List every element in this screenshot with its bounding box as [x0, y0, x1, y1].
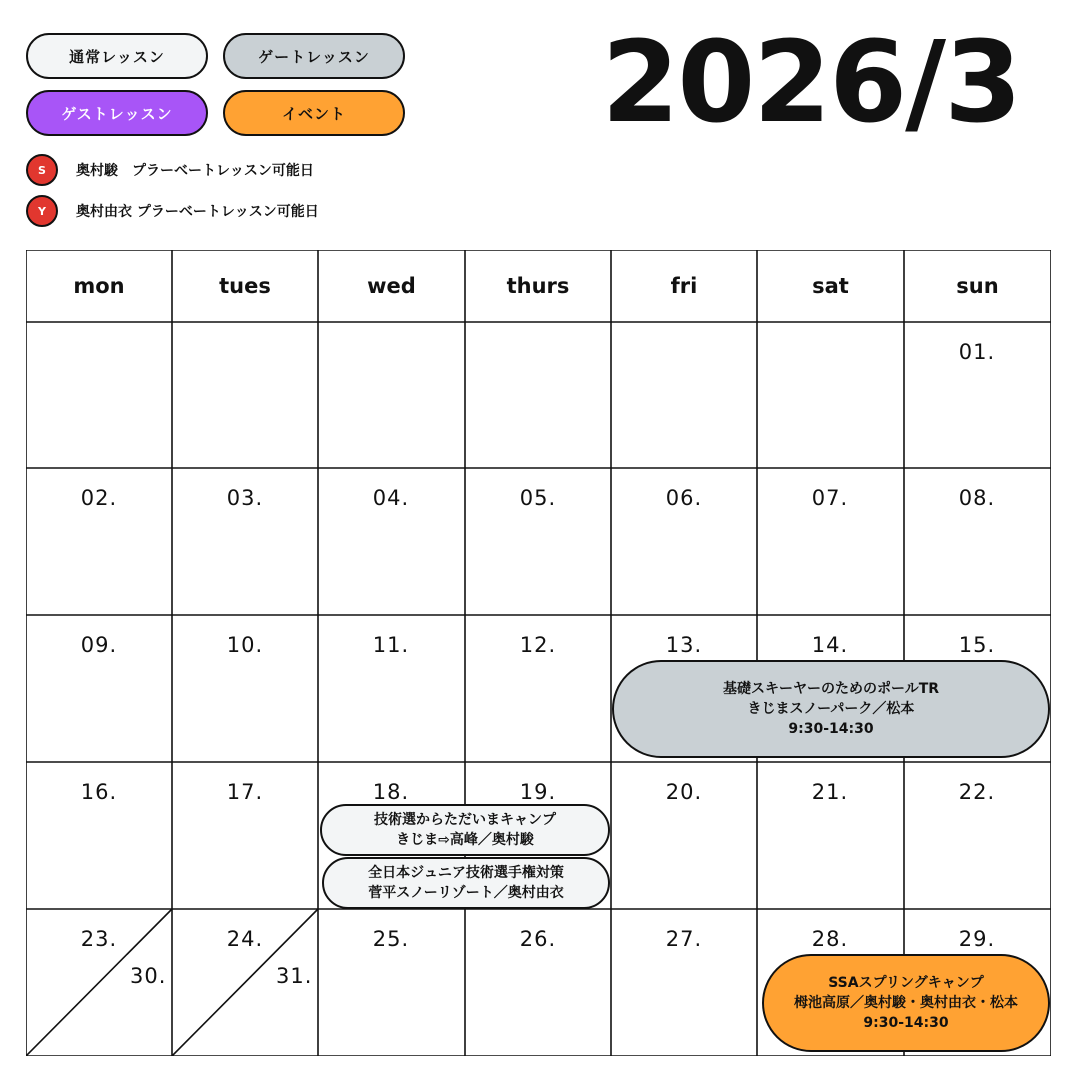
day-number: 24.	[226, 927, 264, 951]
day-number: 13.	[665, 633, 703, 657]
day-number: 03.	[226, 486, 264, 510]
event-return-camp[interactable]	[320, 804, 610, 856]
calendar-grid	[26, 250, 1051, 1056]
day-number: 14.	[811, 633, 849, 657]
day-number: 20.	[665, 780, 703, 804]
day-number: 26.	[519, 927, 557, 951]
event-junior-prep[interactable]	[322, 857, 610, 909]
event-line: きじま⇨高峰／奥村駿	[396, 832, 534, 848]
legend-event: イベント	[223, 90, 405, 136]
day-number-split: 30.	[130, 964, 167, 988]
event-line: 9:30-14:30	[863, 1015, 949, 1031]
badge-y: Y	[26, 195, 58, 227]
event-ssa-spring-camp[interactable]	[762, 954, 1050, 1052]
legend-private-shun	[26, 154, 314, 186]
day-number: 08.	[958, 486, 996, 510]
day-number: 01.	[958, 340, 996, 364]
day-number: 15.	[958, 633, 996, 657]
day-number: 09.	[80, 633, 118, 657]
day-number: 11.	[372, 633, 410, 657]
event-pole-training[interactable]	[612, 660, 1050, 758]
day-number: 19.	[519, 780, 557, 804]
legend-private-yui-text: 奥村由衣 プラーベートレッスン可能日	[76, 204, 319, 220]
weekday-header-tues: tues	[219, 274, 271, 298]
legend-private-shun-text: 奥村駿 プラーベートレッスン可能日	[76, 163, 314, 179]
event-line: 栂池高原／奥村駿・奥村由衣・松本	[794, 995, 1018, 1011]
event-line: 9:30-14:30	[788, 721, 874, 737]
weekday-header-sat: sat	[812, 274, 849, 298]
event-line: 技術選からただいまキャンプ	[374, 812, 556, 828]
day-number: 07.	[811, 486, 849, 510]
day-number: 04.	[372, 486, 410, 510]
weekday-header-wed: wed	[367, 274, 416, 298]
day-number: 17.	[226, 780, 264, 804]
legend-private-yui	[26, 195, 319, 227]
event-line: 全日本ジュニア技術選手権対策	[368, 865, 564, 881]
day-number: 22.	[958, 780, 996, 804]
weekday-header-mon: mon	[73, 274, 125, 298]
day-number: 02.	[80, 486, 118, 510]
event-line: 基礎スキーヤーのためのポールTR	[722, 681, 940, 697]
day-number: 16.	[80, 780, 118, 804]
day-number-split: 31.	[276, 964, 313, 988]
day-number: 25.	[372, 927, 410, 951]
weekday-header-sun: sun	[956, 274, 999, 298]
event-line: 菅平スノーリゾート／奥村由衣	[368, 885, 564, 901]
day-number: 29.	[958, 927, 996, 951]
day-number: 05.	[519, 486, 557, 510]
day-number: 12.	[519, 633, 557, 657]
weekday-header-thurs: thurs	[506, 274, 570, 298]
day-number: 18.	[372, 780, 410, 804]
weekday-header-fri: fri	[670, 274, 698, 298]
day-number: 10.	[226, 633, 264, 657]
day-number: 27.	[665, 927, 703, 951]
event-line: きじまスノーパーク／松本	[747, 701, 915, 717]
legend-guest-lesson: ゲストレッスン	[26, 90, 208, 136]
legend-regular-lesson: 通常レッスン	[26, 33, 208, 79]
event-line: SSAスプリングキャンプ	[828, 975, 984, 991]
calendar-title: 2026/3	[601, 18, 1020, 148]
badge-s: S	[26, 154, 58, 186]
day-number: 28.	[811, 927, 849, 951]
legend-gate-lesson: ゲートレッスン	[223, 33, 405, 79]
day-number: 23.	[80, 927, 118, 951]
day-number: 06.	[665, 486, 703, 510]
day-number: 21.	[811, 780, 849, 804]
